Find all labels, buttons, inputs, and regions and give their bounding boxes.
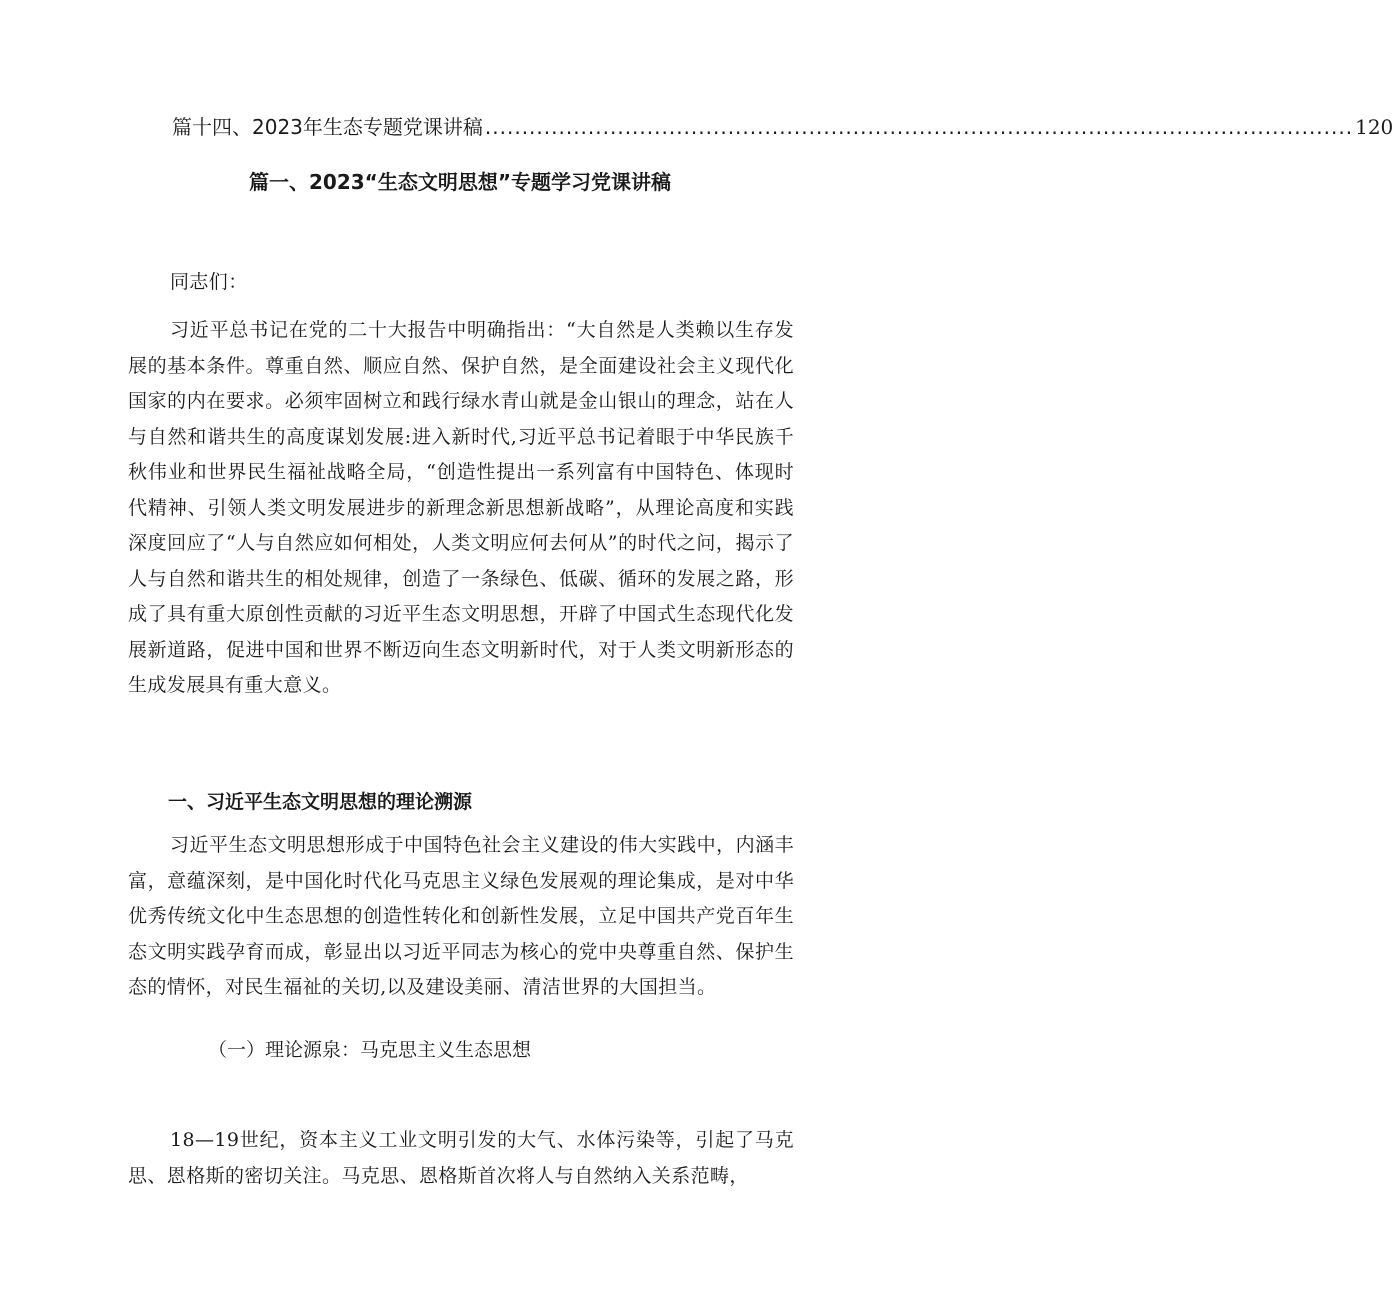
salutation: 同志们：	[170, 271, 248, 293]
paragraph-subsection: 18—19世纪，资本主义工业文明引发的大气、水体污染等，引起了马克思、恩格斯的密切关注。马克思、恩格斯首次将人与自然纳入关系范畴，	[128, 1129, 794, 1187]
toc-page-number: 120	[1355, 115, 1393, 139]
toc-leader-dots: ......................................................................................................................	[484, 115, 1354, 139]
section-heading: 一、习近平生态文明思想的理论溯源	[168, 791, 473, 813]
document-title: 篇一、2023“生态文明思想”专题学习党课讲稿	[249, 170, 671, 194]
toc-entry[interactable]	[172, 112, 1393, 142]
paragraph-intro: 习近平总书记在党的二十大报告中明确指出：“大自然是人类赖以生存发展的基本条件。尊重自然、顺应自然、保护自然，是全面建设社会主义现代化国家的内在要求。必须牢固树立和践行绿水青山就是金山银山的理念，站在人与自然和谐共生的高度谋划发展:进入新时代,习近平总书记着眼于中华民族千秋伟业和世界民生福祉战略全局，“创造性提出一系列富有中国特色、体现时代精神、引领人类文明发展进步的新理念新思想新战略”，从理论高度和实践深度回应了“人与自然应如何相处，人类文明应何去何从”的时代之问，揭示了人与自然和谐共生的相处规律，创造了一条绿色、低碳、循环的发展之路，形成了具有重大原创性贡献的习近平生态文明思想，开辟了中国式生态现代化发展新道路，促进中国和世界不断迈向生态文明新时代，对于人类文明新形态的生成发展具有重大意义。	[128, 319, 794, 696]
subsection-heading: （一）理论源泉：马克思主义生态思想	[208, 1039, 532, 1061]
toc-entry-title: 篇十四、2023年生态专题党课讲稿	[172, 115, 483, 139]
paragraph-section-intro: 习近平生态文明思想形成于中国特色社会主义建设的伟大实践中，内涵丰富，意蕴深刻，是中国化时代化马克思主义绿色发展观的理论集成，是对中华优秀传统文化中生态思想的创造性转化和创新性发展，立足中国共产党百年生态文明实践孕育而成，彰显出以习近平同志为核心的党中央尊重自然、保护生态的情怀，对民生福祉的关切,以及建设美丽、清洁世界的大国担当。	[128, 834, 794, 998]
